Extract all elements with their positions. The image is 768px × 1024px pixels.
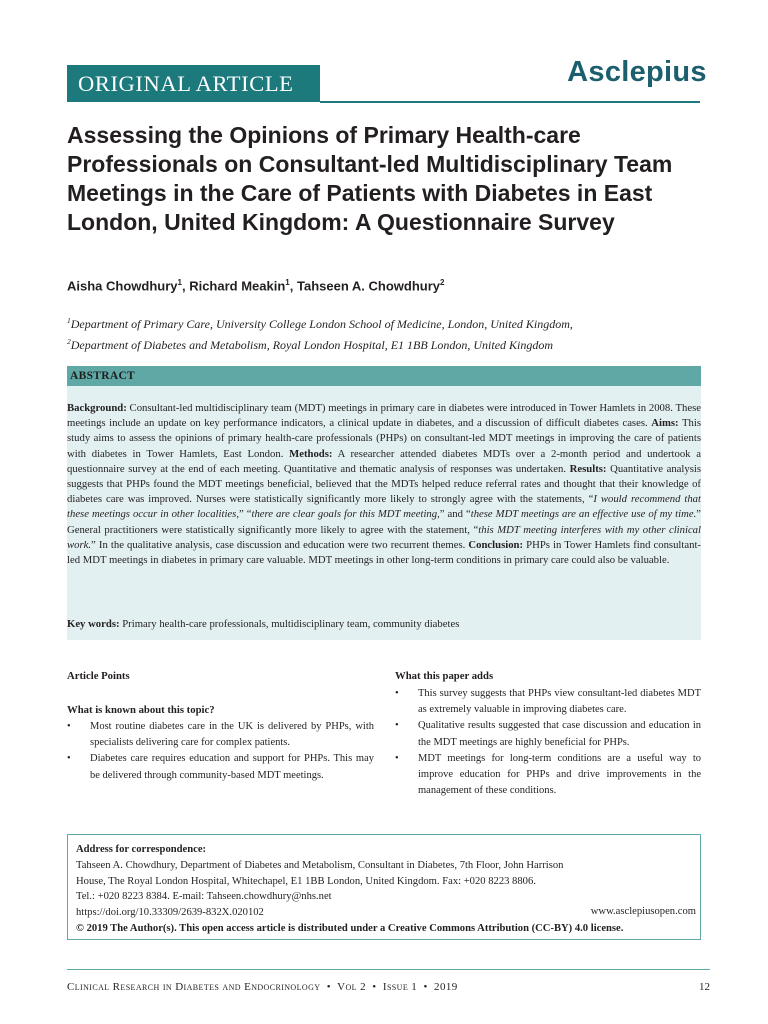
- abstract-label: Results:: [569, 462, 607, 475]
- footer-rule: [67, 969, 710, 970]
- author-name: Richard Meakin: [189, 278, 286, 294]
- abstract-text: ” and “: [439, 508, 471, 521]
- abstract-text: This study aims to assess the opinions of primary health-care professionals (PHPs) on consultant-led MDT meetings in improving the care of patients with diabetes in Tower Hamlets, East London.: [67, 417, 701, 460]
- abstract-body: [67, 401, 701, 568]
- affiliations: [67, 312, 707, 354]
- keywords-label: Key words:: [67, 618, 120, 630]
- correspondence-line: House, The Royal London Hospital, Whitechapel, E1 1BB London, United Kingdom. Fax: +020 8223 8806.: [76, 875, 536, 887]
- section-label: ORIGINAL ARTICLE: [67, 65, 320, 102]
- publisher-url[interactable]: www.asclepiusopen.com: [590, 906, 696, 917]
- abstract-label: Aims:: [651, 417, 679, 430]
- journal-name: Clinical Research in Diabetes and Endocrinology: [67, 981, 321, 993]
- article-points-heading: Article Points: [67, 670, 130, 682]
- issue: Issue 1: [382, 981, 418, 993]
- known-topic-list: [67, 719, 374, 784]
- abstract-quote: this MDT meeting interferes with my other clinical work.: [67, 523, 702, 551]
- abstract-quote: these MDT meetings are an effective use of my time.: [470, 508, 697, 521]
- correspondence-line: Tel.: +020 8223 8384. E-mail: Tahseen.chowdhury@nhs.net: [76, 891, 332, 903]
- list-item: • Qualitative results suggested that case discussion and education in the MDT meetings are highly beneficial for PHPs.: [395, 718, 701, 750]
- abstract-text: Consultant-led multidisciplinary team (MDT) meetings in primary care in diabetes were introduced in Tower Hamlets in 2008. These meetings include an update on key performance indicators, a clinical update in diabetes, and a discussion of difficult diabetes cases.: [67, 402, 701, 430]
- correspondence-line: Tahseen A. Chowdhury, Department of Diabetes and Metabolism, Consultant in Diabetes, 7th Floor, John Harrison: [76, 859, 564, 871]
- abstract-label: Background:: [67, 402, 127, 414]
- footer-separator: •: [372, 981, 377, 993]
- author-name: Tahseen A. Chowdhury: [296, 278, 440, 294]
- list-item: • Diabetes care requires education and support for PHPs. This may be delivered through community-based MDT meetings.: [67, 751, 374, 783]
- known-topic-heading: What is known about this topic?: [67, 704, 215, 716]
- abstract-heading: ABSTRACT: [67, 366, 701, 386]
- logo-text: Asclepius: [567, 55, 707, 88]
- footer-separator: •: [423, 981, 428, 993]
- list-item: • MDT meetings for long-term conditions are a useful way to improve education for PHPs and drive improvements in the management of these conditions.: [395, 751, 701, 800]
- running-footer: [67, 981, 458, 993]
- abstract-label: Methods:: [289, 447, 333, 460]
- affiliation-marker: 2: [67, 337, 71, 346]
- keywords-text: Primary health-care professionals, multidisciplinary team, community diabetes: [119, 618, 460, 630]
- affiliation: [67, 312, 707, 333]
- footer-separator: •: [326, 981, 332, 993]
- what-adds-heading: What this paper adds: [395, 670, 494, 682]
- keywords: [67, 617, 701, 632]
- year: 2019: [434, 981, 458, 993]
- list-item: • This survey suggests that PHPs view consultant-led diabetes MDT as extremely valuable in improving diabetes care.: [395, 686, 701, 718]
- abstract-text: ” General practitioners were statistically significantly more likely to agree with the statement, “: [67, 508, 701, 536]
- abstract-text: ” “: [239, 508, 252, 521]
- author-affil-marker: 2: [440, 278, 445, 287]
- abstract-quote: I would recommend that these meetings occur in other localities,: [67, 493, 701, 521]
- author-name: Aisha Chowdhury: [67, 278, 178, 294]
- volume: Vol 2: [337, 981, 366, 993]
- author-list: Aisha Chowdhury$^1$, Richard Meakin$^1$, Tahseen A. Chowdhury$^2$: [67, 278, 445, 294]
- abstract-quote: there are clear goals for this MDT meeting,: [251, 508, 440, 521]
- license-statement: © 2019 The Author(s). This open access article is distributed under a Creative Commons Attribution (CC-BY) 4.0 license.: [76, 922, 624, 934]
- abstract-label: Conclusion:: [468, 538, 524, 551]
- abstract-text: A researcher attended diabetes MDTs over a 2-month period and undertook a questionnaire survey at the end of each meeting. Quantitative and thematic analysis of responses was undertaken.: [67, 447, 702, 475]
- abstract-text: ” In the qualitative analysis, case discussion and education were two recurrent themes.: [91, 538, 469, 551]
- correspondence-heading: Address for correspondence:: [76, 844, 207, 855]
- abstract-text: PHPs in Tower Hamlets find consultant-led MDT meetings in diabetes in primary care valuable. MDT meetings in other long-term conditions in primary care could also be valuable.: [67, 538, 701, 567]
- page-number: 12: [699, 981, 710, 993]
- abstract-text: Quantitative analysis suggests that PHPs found the MDT meetings beneficial, believed that the MDTs helped reduce referral rates and thought that their knowledge of diabetes care was improved. Nurses were statistically significantly more likely to strongly agree with the statements, “: [67, 462, 702, 506]
- author-affil-marker: 1: [177, 278, 182, 287]
- list-item: • Most routine diabetes care in the UK is delivered by PHPs, with specialists delivering care for complex patients.: [67, 719, 374, 751]
- what-adds-list: [395, 686, 701, 799]
- affiliation-marker: 1: [67, 316, 71, 325]
- article-title: Assessing the Opinions of Primary Health-care Professionals on Consultant-led Multidisciplinary Team Meetings in the Care of Patients with Diabetes in East London, United Kingdom: A Questionnaire Survey: [67, 122, 673, 235]
- affiliation: [67, 333, 707, 354]
- doi-link[interactable]: https://doi.org/10.33309/2639-832X.020102: [76, 907, 264, 919]
- publisher-logo: [567, 42, 707, 102]
- affiliation-text: Department of Primary Care, University College London School of Medicine, London, United Kingdom,: [70, 317, 573, 331]
- affiliation-text: Department of Diabetes and Metabolism, Royal London Hospital, E1 1BB London, United Kingdom: [70, 338, 554, 352]
- author-affil-marker: 1: [285, 278, 290, 287]
- correspondence: [76, 842, 696, 937]
